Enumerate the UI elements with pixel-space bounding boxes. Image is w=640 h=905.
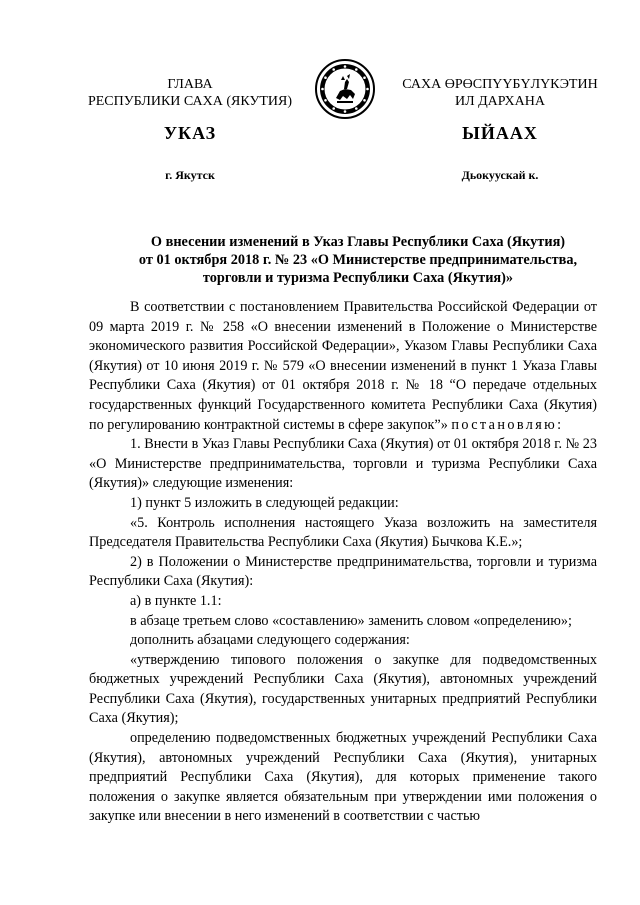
paragraph-add-clauses: дополнить абзацами следующего содержания:	[130, 632, 410, 649]
preamble-text: В соответствии с постановлением Правительства Российской Федерации от 09 марта 2019 г. № 258 «О внесении изменений в Положение о Министерстве экономического развития Российской Федерации», Указом Главы Республики Саха (Якутия) от 10 июня 2019 г. № 579 «О внесении изменений в пункт 1 Указа Главы Республики Саха (Якутия) от 01 октября 2018 г. № 18 “О передаче отдельных государственных функций Государственного комитета Республики Саха (Якутия) по регулированию контрактной системы в сфере закупок”»	[89, 299, 597, 433]
city-sakha: Дьокуускай к.	[461, 168, 539, 182]
header-left-line1: ГЛАВА	[167, 77, 213, 92]
decree-word: постановляю:	[451, 416, 564, 433]
header-right-block	[380, 76, 620, 110]
coat-of-arms-icon	[314, 58, 376, 120]
paragraph-new-item-5: «5. Контроль исполнения настоящего Указа возложить на заместителя Председателя Правительства Республики Саха (Якутия) Бычкова К.Е.»;	[89, 514, 597, 551]
doc-type-ru: УКАЗ	[163, 123, 217, 143]
paragraph-point-a: а) в пункте 1.1:	[130, 592, 222, 609]
paragraph-clause-determination: определению подведомственных бюджетных учреждений Республики Саха (Якутия), автономных учреждений Республики Саха (Якутия), унитарных предприятий Республики Саха (Якутия), для которых применение такого положения о закупке является обязательным при утверждении ими положения о закупке или внесении в него изменений в соответствии с частью	[89, 730, 597, 825]
decree-body	[89, 298, 597, 827]
doc-type-sakha: ЫЙААХ	[462, 123, 538, 143]
header-right-line2: ИЛ ДАРХАНА	[454, 94, 545, 109]
header-right-line1: САХА ӨРӨСПҮҮБҮЛҮКЭТИН	[402, 77, 598, 92]
paragraph-subitem-1: 1) пункт 5 изложить в следующей редакции:	[130, 494, 399, 511]
header-left-line2: РЕСПУБЛИКИ САХА (ЯКУТИЯ)	[87, 94, 293, 109]
paragraph-item-1: 1. Внести в Указ Главы Республики Саха (Якутия) от 01 октября 2018 г. № 23 «О Министерстве предпринимательства, торговли и туризма Республики Саха (Якутия)» следующие изменения:	[89, 436, 597, 492]
paragraph-clause-typical-regulation: «утверждению типового положения о закупке для подведомственных бюджетных учреждений Республики Саха (Якутия), автономных учреждений Республики Саха (Якутия), государственных унитарных предприятий Республики Саха (Якутия);	[89, 651, 597, 727]
paragraph-replace-word: в абзаце третьем слово «составлению» заменить словом «определению»;	[130, 612, 572, 629]
decree-title	[78, 233, 638, 287]
title-line-2: от 01 октября 2018 г. № 23 «О Министерстве предпринимательства,	[138, 252, 578, 268]
title-line-1: О внесении изменений в Указ Главы Республики Саха (Якутия)	[150, 234, 566, 250]
city-ru: г. Якутск	[165, 168, 215, 182]
paragraph-preamble	[89, 298, 597, 435]
title-line-3: торговли и туризма Республики Саха (Якутия)»	[202, 270, 514, 286]
header-left-block	[80, 76, 300, 110]
paragraph-subitem-2: 2) в Положении о Министерстве предпринимательства, торговли и туризма Республики Саха (Якутия):	[89, 553, 597, 590]
